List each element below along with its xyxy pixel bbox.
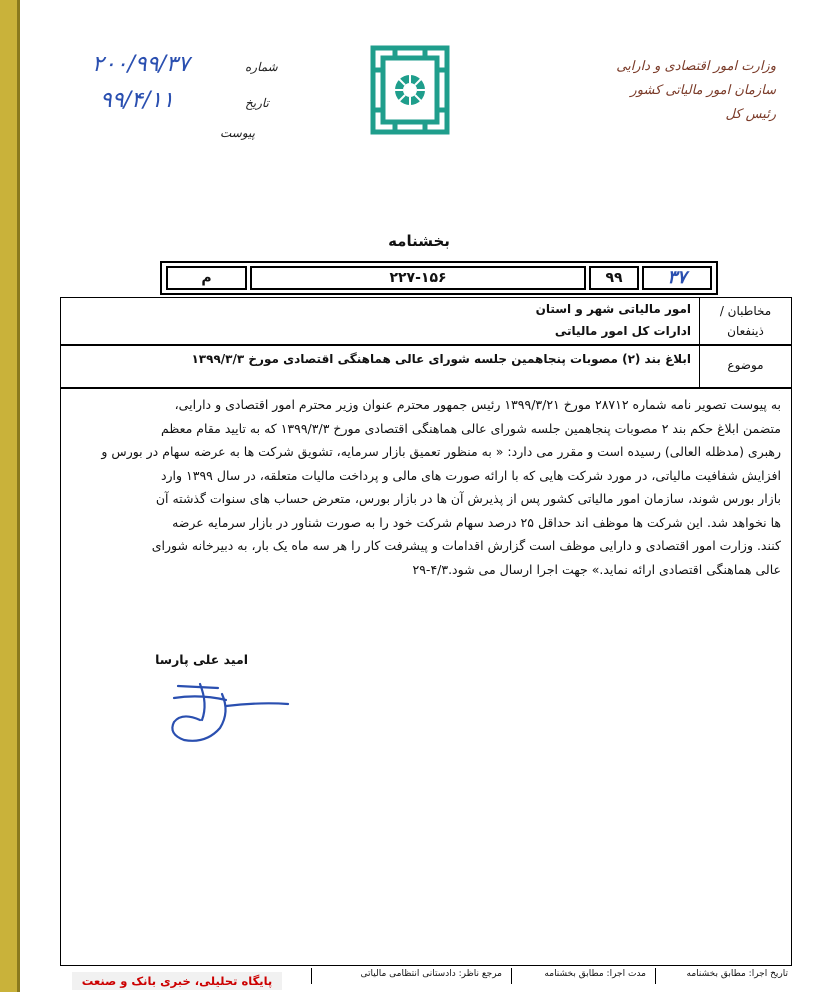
footer-exec-duration: مدت اجرا: مطابق بخشنامه — [544, 969, 646, 979]
document-page — [20, 0, 818, 992]
source-banner: پایگاه تحلیلی، خبری بانک و صنعت — [72, 972, 282, 990]
attachment-label: پیوست — [220, 126, 255, 140]
ref-cell-handwritten: ۳۷ — [642, 266, 712, 290]
document-title: بخشنامه — [388, 232, 450, 250]
date-value: ۹۹/۴/۱۱ — [100, 88, 174, 113]
footer-exec-date: تاریخ اجرا: مطابق بخشنامه — [686, 969, 788, 979]
subject-label-text: موضوع — [727, 358, 764, 372]
ministry-line-3: رئیس کل — [725, 107, 776, 122]
ref-cell-code: ۲۲۷-۱۵۶ — [250, 266, 586, 290]
subject-row — [60, 345, 792, 388]
reference-number-box — [160, 261, 718, 295]
scan-edge-strip — [0, 0, 20, 992]
signer-name: امید علی پارسا — [155, 652, 248, 667]
ref-cell-year: ۹۹ — [589, 266, 639, 290]
letter-meta — [70, 52, 278, 152]
ministry-line-1: وزارت امور اقتصادی و دارایی — [616, 59, 776, 74]
ref-cell-letter: م — [166, 266, 247, 290]
body-line: متضمن ابلاغ حکم بند ۲ مصوبات پنجاهمین جلسه شورای عالی هماهنگی اقتصادی مورخ ۱۳۹۹/۳/۳ که به تایید مقام معظم — [161, 420, 781, 436]
ministry-header — [596, 55, 776, 127]
footer-divider — [311, 968, 312, 984]
body-line: عالی هماهنگی اقتصادی ارائه نماید.» جهت اجرا ارسال می شود.۴/۳-۲۹ — [412, 561, 781, 577]
subject-label — [699, 346, 791, 387]
body-line: رهبری (مدظله العالی) رسیده است و مقرر می دارد: « به منظور تعمیق بازار سرمایه، تشویق شرکت ها به عرضه سهام در بورس و — [101, 444, 781, 459]
ministry-line-2: سازمان امور مالیاتی کشور — [630, 83, 776, 98]
date-label: تاریخ — [245, 96, 269, 110]
footer-divider — [511, 968, 512, 984]
body-line: به پیوست تصویر نامه شماره ۲۸۷۱۲ مورخ ۱۳۹۹/۳/۲۱ رئیس جمهور محترم عنوان وزیر محترم امور اقتصادی و دارایی، — [174, 397, 781, 412]
addressees-label — [699, 298, 791, 344]
body-line: افزایش شفافیت مالیاتی، در مورد شرکت هایی که با ارائه صورت های مالی و پرداخت مالیات متعلقه، در سال ۱۳۹۹ وارد — [160, 467, 781, 483]
body-line: کنند. وزارت امور اقتصادی و دارایی موظف است گزارش اقدامات و پیشرفت کار را هر سه ماه یک بار، به دبیرخانه شورای — [151, 538, 781, 553]
body-paragraph — [81, 393, 781, 581]
addressees-label-line-1: مخاطبان / — [719, 304, 772, 318]
tax-organization-logo — [365, 40, 455, 140]
handwritten-signature — [160, 676, 300, 751]
addressee-2: ادارات کل امور مالیاتی — [554, 324, 691, 338]
body-line: ها نخواهد شد. این شرکت ها موظف اند حداقل ۲۵ درصد سهام شرکت خود را به صورت شناور در بازار سرمایه عرضه — [172, 514, 781, 530]
addressees-row — [60, 297, 792, 345]
addressee-1: امور مالیاتی شهر و استان — [535, 302, 691, 316]
addressees-label-line-2: ذینفعان — [727, 324, 764, 338]
body-line: بازار بورس شوند، سازمان امور مالیاتی کشور پس از پذیرش آن ها در بازار بورس، متعرض حساب های سنوات گذشته آن — [155, 491, 781, 506]
number-value: ۲۰۰/۹۹/۳۷ — [92, 52, 190, 77]
number-label: شماره — [245, 60, 278, 74]
footer-supervisor: مرجع ناظر: دادستانی انتظامی مالیاتی — [360, 969, 502, 979]
footer-divider — [655, 968, 656, 984]
subject-text: ابلاغ بند (۲) مصوبات پنجاهمین جلسه شورای عالی هماهنگی اقتصادی مورخ ۱۳۹۹/۳/۳ — [191, 352, 691, 366]
